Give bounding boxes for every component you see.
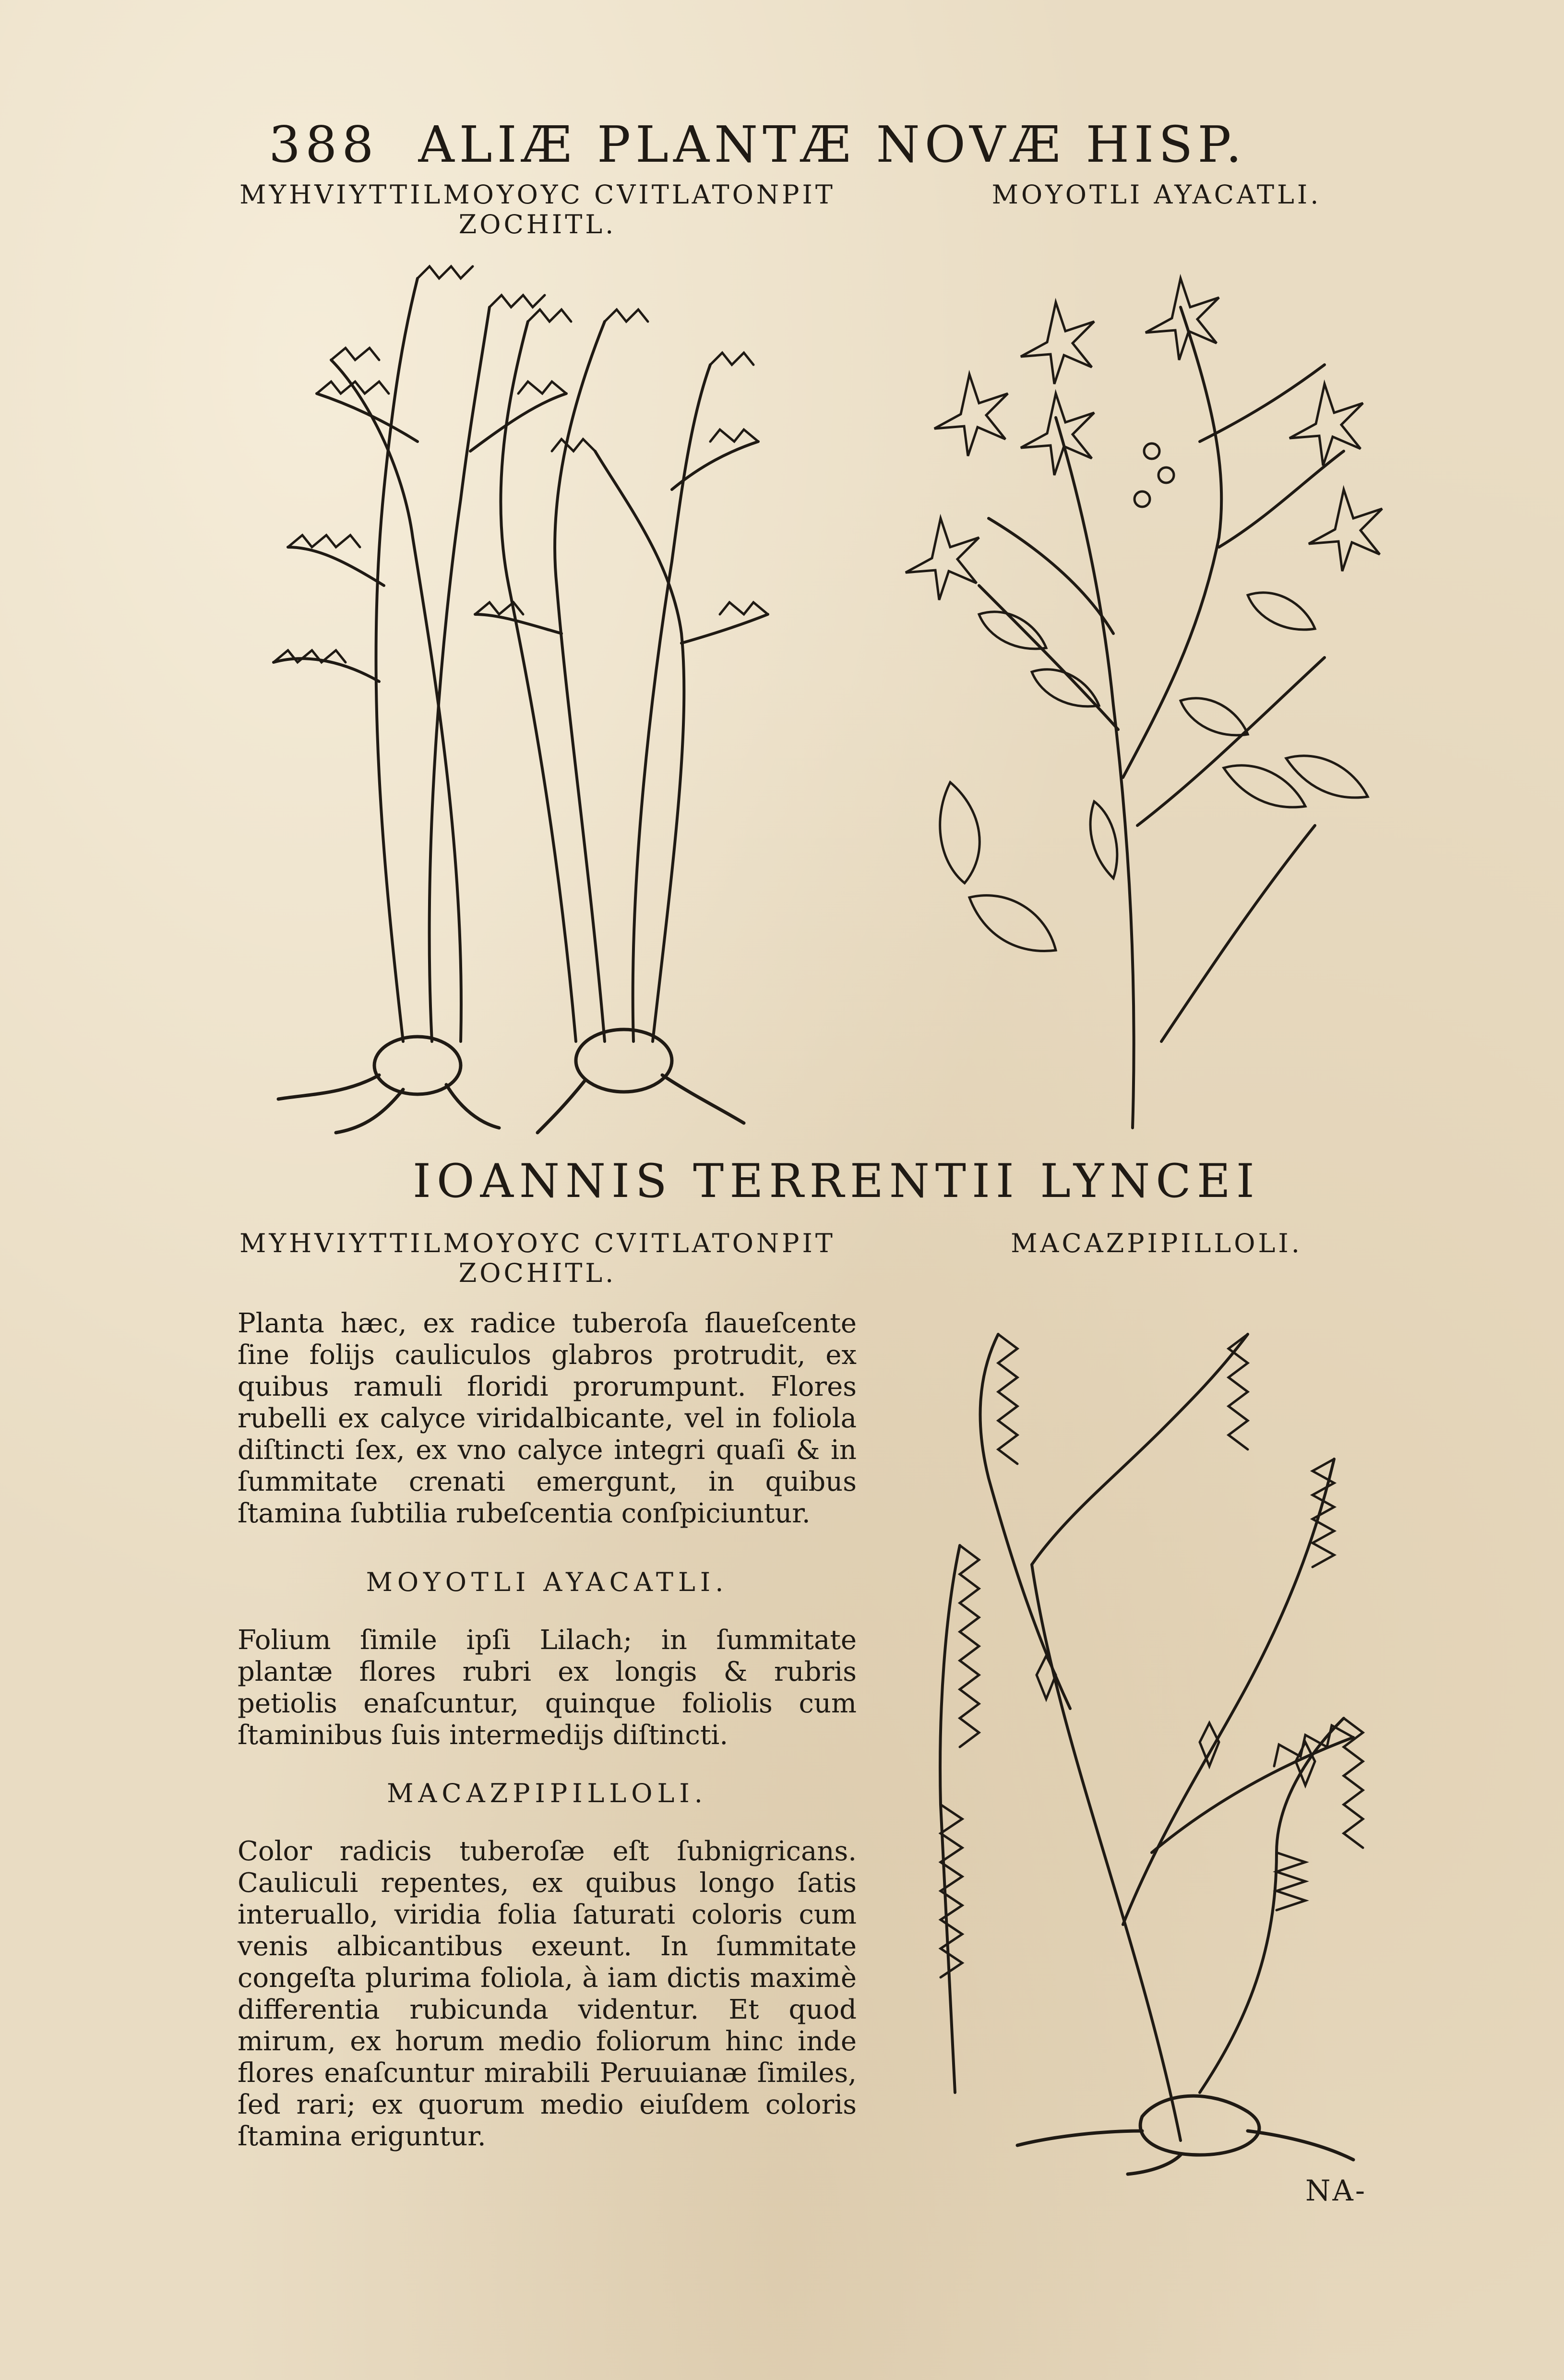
entry1-title-line1: MYHVIYTTILMOYOYC CVITLATONPIT xyxy=(239,1228,836,1258)
section-title: IOANNIS TERRENTII LYNCEI xyxy=(413,1154,1260,1208)
bottom-plate-caption: MACAZPIPILLOLI. xyxy=(1011,1228,1302,1258)
entry2-text: Folium ſimile ipſi Lilach; in ſummitate plantæ flores rubri ex longis & rubris petiolis enaſcuntur, quinque foliolis cum ſtaminibus ſuis intermedijs diſtincti. xyxy=(238,1625,857,1751)
left-plate-caption-line1: MYHVIYTTILMOYOYC CVITLATONPIT xyxy=(239,179,836,210)
catchword: NA- xyxy=(1305,2174,1367,2208)
left-plate-caption xyxy=(226,180,849,239)
running-header xyxy=(269,115,1373,174)
entry1-text: Planta hæc, ex radice tuberoſa flaueſcente ſine folijs cauliculos glabros protrudit, ex quibus ramuli floridi prorumpunt. Flores rubelli ex calyce viridalbicante, vel in foliola diſtincti ſex, ex vno calyce integri quaſi & in ſummitate crenati emergunt, in quibus ſtamina ſubtilia rubeſcentia conſpiciuntur. xyxy=(238,1308,857,1529)
fern-like-plant-woodcut-icon xyxy=(259,250,787,1142)
flowering-shrub-woodcut-icon xyxy=(912,250,1421,1142)
entry1-title-line2: ZOCHITL. xyxy=(458,1258,617,1288)
entry2-title: MOYOTLI AYACATLI. xyxy=(366,1567,728,1597)
pinnate-leaf-plant-woodcut-icon xyxy=(912,1277,1430,2179)
entry1-title xyxy=(226,1229,849,1288)
page-number: 388 xyxy=(269,115,379,174)
entry3-text: Color radicis tuberoſæ eſt ſubnigricans. Cauliculi repentes, ex quibus longo ſatis interuallo, viridia folia ſaturati coloris cum venis albicantibus exeunt. In ſummitate congeſta plurima foliola, à iam dictis maximè differentia rubicunda videntur. Et quod mirum, ex horum medio foliorum hinc inde flores enaſcuntur mirabili Peruuianæ ſimiles, ſed rari; ex quorum medio eiuſdem coloris ſtamina eriguntur. xyxy=(238,1836,857,2152)
running-title: ALIÆ PLANTÆ NOVÆ HISP. xyxy=(418,115,1247,174)
left-plate-caption-line2: ZOCHITL. xyxy=(458,209,617,239)
right-plate-caption: MOYOTLI AYACATLI. xyxy=(991,179,1322,210)
entry3-title: MACAZPIPILLOLI. xyxy=(387,1778,707,1808)
